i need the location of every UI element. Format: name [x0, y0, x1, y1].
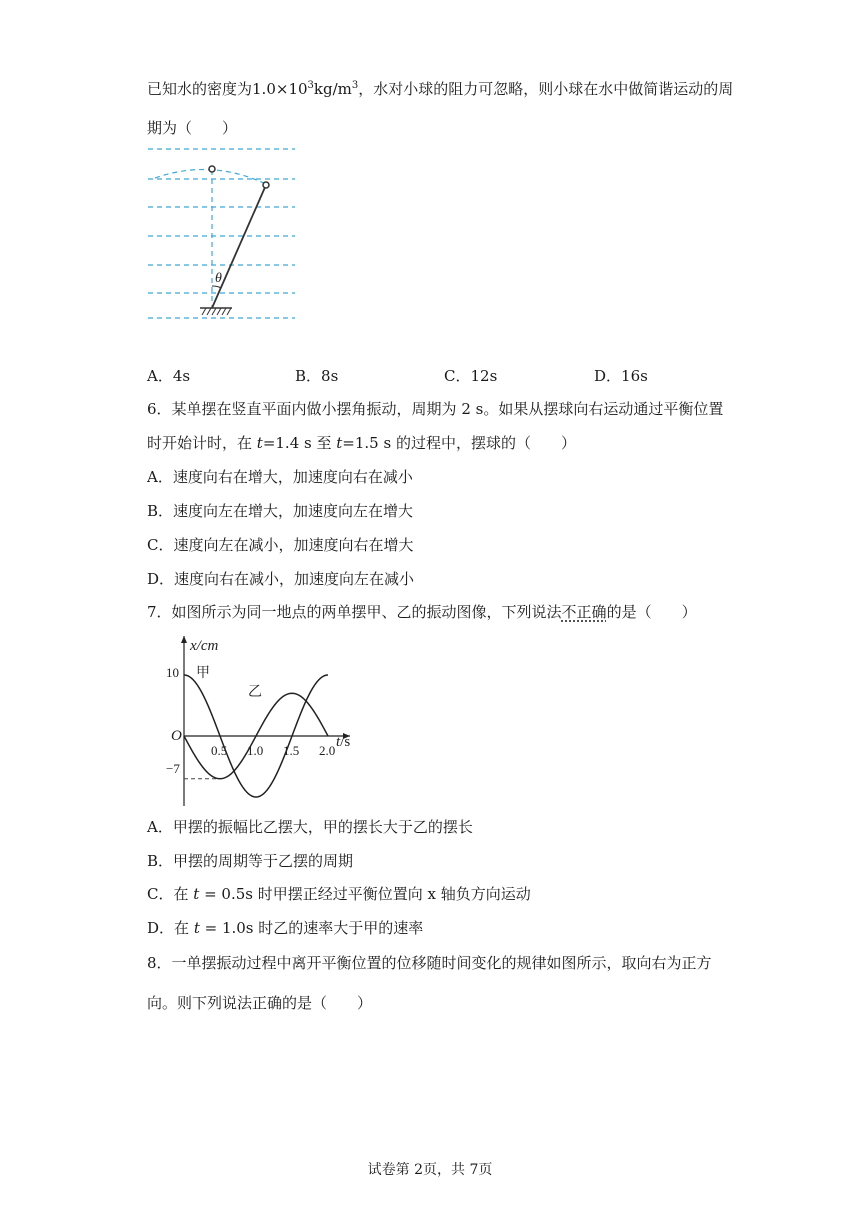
- emphasis-not-correct: 不正确: [561, 603, 607, 621]
- q6-option-b[interactable]: B．速度向左在增大，加速度向左在增大: [147, 502, 414, 520]
- water-lines: [148, 149, 295, 318]
- pendulum-rod: [212, 185, 266, 308]
- density-value: $1.0\times 10^3kg/m^3$: [252, 80, 359, 98]
- page-footer: 试卷第 2页，共 7页: [367, 1162, 493, 1178]
- q8-stem-line1: 8．一单摆振动过程中离开平衡位置的位移随时间变化的规律如图所示，取向右为正方: [147, 954, 712, 972]
- q6-stem-line1: 6．某单摆在竖直平面内做小摆角振动，周期为 2 s。如果从摆球向右运动通过平衡位置: [147, 400, 724, 418]
- q5-option-a[interactable]: A．4s: [147, 367, 191, 385]
- y-axis-label: x/cm: [190, 638, 219, 654]
- q6-option-c[interactable]: C．速度向左在减小，加速度向右在增大: [147, 536, 414, 554]
- q7-option-b[interactable]: B．甲摆的周期等于乙摆的周期: [147, 852, 354, 870]
- origin-label: O: [171, 728, 182, 744]
- theta-arc: [212, 286, 221, 288]
- y-tick-10: 10: [166, 665, 179, 680]
- ball-equilibrium: [209, 166, 215, 172]
- q7-stem: 7．如图所示为同一地点的两单摆甲、乙的振动图像，下列说法不正确的是（ ）: [147, 603, 697, 621]
- theta-label: θ: [215, 271, 222, 286]
- ground-hatch: [202, 308, 231, 315]
- q5-stem-line2: 期为（ ）: [147, 119, 238, 137]
- series-yi-label: 乙: [248, 685, 262, 700]
- q7-option-d[interactable]: D．在 t = 1.0s 时乙的速率大于甲的速率: [147, 919, 424, 937]
- q7-option-c[interactable]: C．在 t = 0.5s 时甲摆正经过平衡位置向 x 轴负方向运动: [147, 885, 531, 903]
- y-axis-arrow: [181, 636, 187, 643]
- x-tick-1.0: 1.0: [247, 743, 264, 758]
- ball-displaced: [263, 182, 269, 188]
- x-tick-2.0: 2.0: [319, 743, 336, 758]
- q5-figure-pendulum: [140, 140, 310, 330]
- y-tick-neg7: −7: [166, 761, 180, 776]
- q8-stem-line2: 向。则下列说法正确的是（ ）: [147, 994, 373, 1012]
- q6-stem-line2: 时开始计时，在 t=1.4 s 至 t=1.5 s 的过程中，摆球的（ ）: [147, 434, 576, 452]
- series-jia-label: 甲: [196, 666, 210, 681]
- x-tick-0.5: 0.5: [211, 743, 228, 758]
- x-axis-label: t/s: [336, 734, 351, 750]
- q5-option-d[interactable]: D．16s: [594, 367, 648, 385]
- x-tick-1.5: 1.5: [283, 743, 300, 758]
- q5-option-c[interactable]: C．12s: [444, 367, 498, 385]
- q5-option-b[interactable]: B．8s: [295, 367, 339, 385]
- q7-vibration-chart: [160, 630, 360, 810]
- q6-option-a[interactable]: A．速度向右在增大，加速度向右在减小: [147, 468, 413, 486]
- q6-option-d[interactable]: D．速度向右在减小，加速度向左在减小: [147, 570, 415, 588]
- q5-stem-line1: 已知水的密度为$1.0\times 10^3kg/m^3$，水对小球的阻力可忽略，则小球在水中做简谐运动的周: [147, 80, 734, 98]
- q7-option-a[interactable]: A．甲摆的振幅比乙摆大，甲的摆长大于乙的摆长: [147, 818, 473, 836]
